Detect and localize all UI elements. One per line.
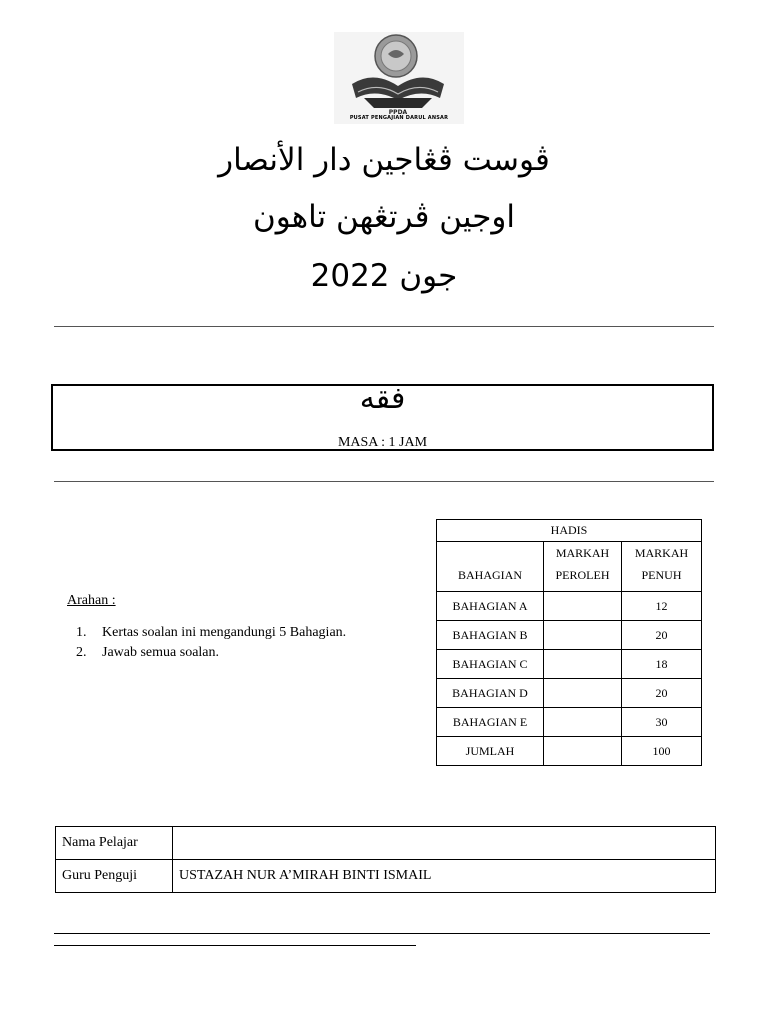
examiner-value: USTAZAH NUR A’MIRAH BINTI ISMAIL (173, 860, 716, 893)
col-header-full: MARKAH PENUH (622, 542, 702, 592)
obtained-cell[interactable] (544, 737, 622, 766)
full-mark-cell: 18 (622, 650, 702, 679)
divider-bottom (54, 481, 714, 482)
table-row (56, 860, 716, 893)
full-mark-cell: 12 (622, 592, 702, 621)
school-name-title: ڤوست ڤڠاجين دار الأنصار (218, 142, 550, 178)
section-cell: BAHAGIAN C (437, 650, 544, 679)
subject-box (51, 381, 714, 451)
footer-line-short (54, 945, 416, 946)
col-header-section: BAHAGIAN (437, 542, 544, 592)
exam-duration: MASA : 1 JAM (337, 435, 428, 450)
obtained-cell[interactable] (544, 592, 622, 621)
full-mark-cell: 20 (622, 679, 702, 708)
table-row (437, 708, 702, 737)
instructions-list (76, 623, 346, 663)
student-info-table (55, 826, 716, 893)
student-name-field[interactable] (173, 827, 716, 860)
student-name-label: Nama Pelajar (56, 827, 173, 860)
col-header-obtained: MARKAH PEROLEH (544, 542, 622, 592)
examiner-label: Guru Penguji (56, 860, 173, 893)
exam-date-title: جون 2022 (310, 258, 458, 294)
section-cell: JUMLAH (437, 737, 544, 766)
obtained-cell[interactable] (544, 679, 622, 708)
table-row (437, 650, 702, 679)
list-item: 1. Kertas soalan ini mengandungi 5 Bahagian. (76, 625, 347, 640)
list-item: 2. Jawab semua soalan. (76, 645, 220, 660)
divider-top (54, 326, 714, 327)
table-row (56, 827, 716, 860)
subject-title: فقه (359, 381, 406, 416)
instructions-heading: Arahan : (67, 593, 116, 608)
table-row (437, 679, 702, 708)
table-row-total (437, 737, 702, 766)
full-mark-cell: 30 (622, 708, 702, 737)
section-cell: BAHAGIAN A (437, 592, 544, 621)
full-mark-cell: 20 (622, 621, 702, 650)
marks-table-title: HADIS (437, 520, 702, 542)
full-mark-cell: 100 (622, 737, 702, 766)
section-cell: BAHAGIAN D (437, 679, 544, 708)
logo-caption: PUSAT PENGAJIAN DARUL ANSAR (349, 115, 449, 121)
obtained-cell[interactable] (544, 708, 622, 737)
section-cell: BAHAGIAN E (437, 708, 544, 737)
obtained-cell[interactable] (544, 621, 622, 650)
marks-table (436, 519, 702, 766)
logo-abbrev: PPDA (388, 109, 408, 116)
footer-line (54, 933, 710, 934)
table-row (437, 592, 702, 621)
obtained-cell[interactable] (544, 650, 622, 679)
section-cell: BAHAGIAN B (437, 621, 544, 650)
table-row (437, 621, 702, 650)
ppda-logo (334, 32, 464, 124)
exam-name-title: اوجين ڤرتڠهن تاهون (252, 199, 515, 235)
